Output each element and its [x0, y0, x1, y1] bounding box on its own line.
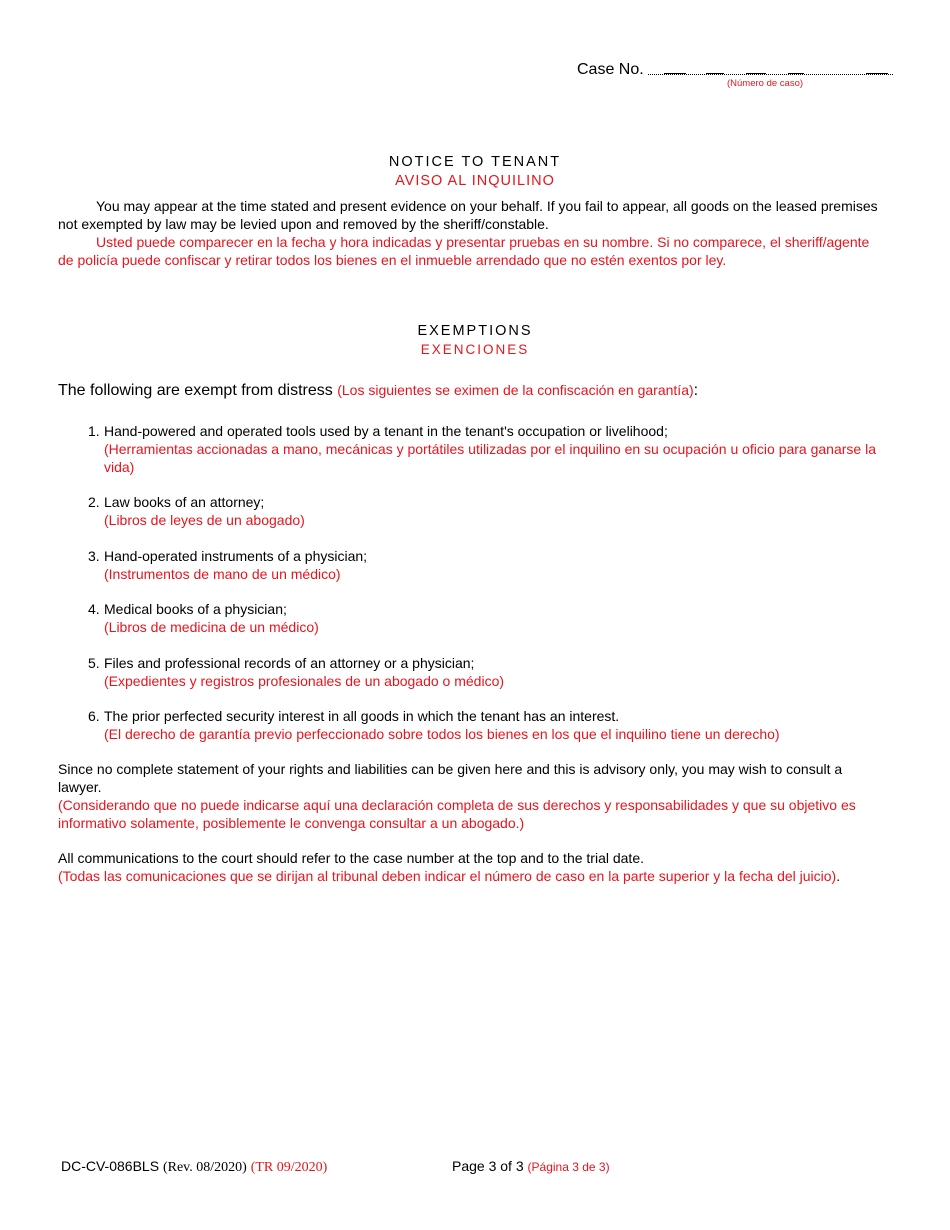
list-item-es: (Libros de medicina de un médico): [104, 619, 319, 635]
exemptions-lead-es: (Los siguientes se eximen de la confiscación en garantía): [337, 382, 694, 398]
list-item-es: (Instrumentos de mano de un médico): [104, 566, 341, 582]
list-item-number: 4.: [88, 601, 100, 617]
notice-body-es: Usted puede comparecer en la fecha y hora indicadas y presentar pruebas en su nombre. Si no comparece, el sheriff/agente de policía puede confiscar y retirar todos los bienes en el inmueble arrendado que no estén exentos por ley.: [58, 234, 870, 268]
page-number-es: (Página 3 de 3): [527, 1160, 610, 1174]
list-item-es: (Expedientes y registros profesionales de un abogado o médico): [104, 673, 505, 689]
case-number-label: Case No.: [577, 61, 644, 78]
list-item-en: Hand-operated instruments of a physician;: [104, 548, 368, 564]
form-id: DC-CV-086BLS: [61, 1158, 160, 1174]
list-item-en: Files and professional records of an attorney or a physician;: [104, 655, 475, 671]
form-revision: (Rev. 08/2020): [162, 1160, 247, 1175]
list-item-number: 1.: [88, 423, 100, 439]
advisory-text: Since no complete statement of your rights and liabilities can be given here and this is advisory only, you may wish to consult a lawyer.: [58, 761, 843, 795]
list-item: [88, 600, 888, 636]
communications-text: All communications to the court should refer to the case number at the top and to the trial date.: [58, 850, 644, 866]
exemptions-title-es: EXENCIONES: [420, 342, 530, 357]
list-item: [88, 493, 888, 529]
case-number-field[interactable]: [648, 74, 893, 75]
communications-text-es: (Todas las comunicaciones que se dirijan al tribunal deben indicar el número de caso en la parte superior y la fecha del juicio): [58, 868, 837, 884]
list-item: [88, 654, 888, 690]
list-item-en: The prior perfected security interest in all goods in which the tenant has an interest.: [104, 708, 620, 724]
list-item-number: 2.: [88, 494, 100, 510]
list-item-es: (Herramientas accionadas a mano, mecánicas y portátiles utilizadas por el inquilino en su ocupación u oficio para ganarse la vida): [104, 441, 876, 475]
case-number-sublabel: (Número de caso): [727, 78, 804, 89]
list-item-es: (Libros de leyes de un abogado): [104, 512, 305, 528]
exemptions-title: EXEMPTIONS: [417, 323, 533, 339]
exemptions-lead-en: The following are exempt from distress: [58, 382, 338, 399]
notice-title: NOTICE TO TENANT: [388, 154, 562, 170]
exemptions-lead: [58, 382, 698, 400]
form-identifier: [61, 1158, 327, 1176]
page-number-en: Page 3 of 3: [452, 1158, 524, 1174]
notice-title-es: AVISO AL INQUILINO: [395, 173, 555, 189]
page-number: [452, 1158, 610, 1174]
list-item: [88, 707, 888, 743]
list-item-en: Medical books of a physician;: [104, 601, 287, 617]
list-item-number: 3.: [88, 548, 100, 564]
exemptions-lead-end: :: [693, 382, 699, 399]
list-item-en: Hand-powered and operated tools used by a tenant in the tenant's occupation or livelihood;: [104, 423, 668, 439]
list-item-number: 6.: [88, 708, 100, 724]
form-translation-revision: (TR 09/2020): [250, 1160, 328, 1175]
communications-end: .: [836, 868, 841, 884]
list-item-en: Law books of an attorney;: [104, 494, 265, 510]
list-item: [88, 547, 888, 583]
notice-body: You may appear at the time stated and present evidence on your behalf. If you fail to appear, all goods on the leased premises not exempted by law may be levied upon and removed by the sheriff/constable.: [58, 198, 878, 232]
list-item: [88, 422, 888, 476]
communications-line-es: [58, 867, 884, 885]
list-item-number: 5.: [88, 655, 100, 671]
advisory-text-es: (Considerando que no puede indicarse aquí una declaración completa de sus derechos y responsabilidades y que su objetivo es informativo solamente, posiblemente le convenga consultar a un abogado.): [58, 797, 856, 831]
list-item-es: (El derecho de garantía previo perfeccionado sobre todos los bienes en los que el inquilino tiene un derecho): [104, 726, 780, 742]
